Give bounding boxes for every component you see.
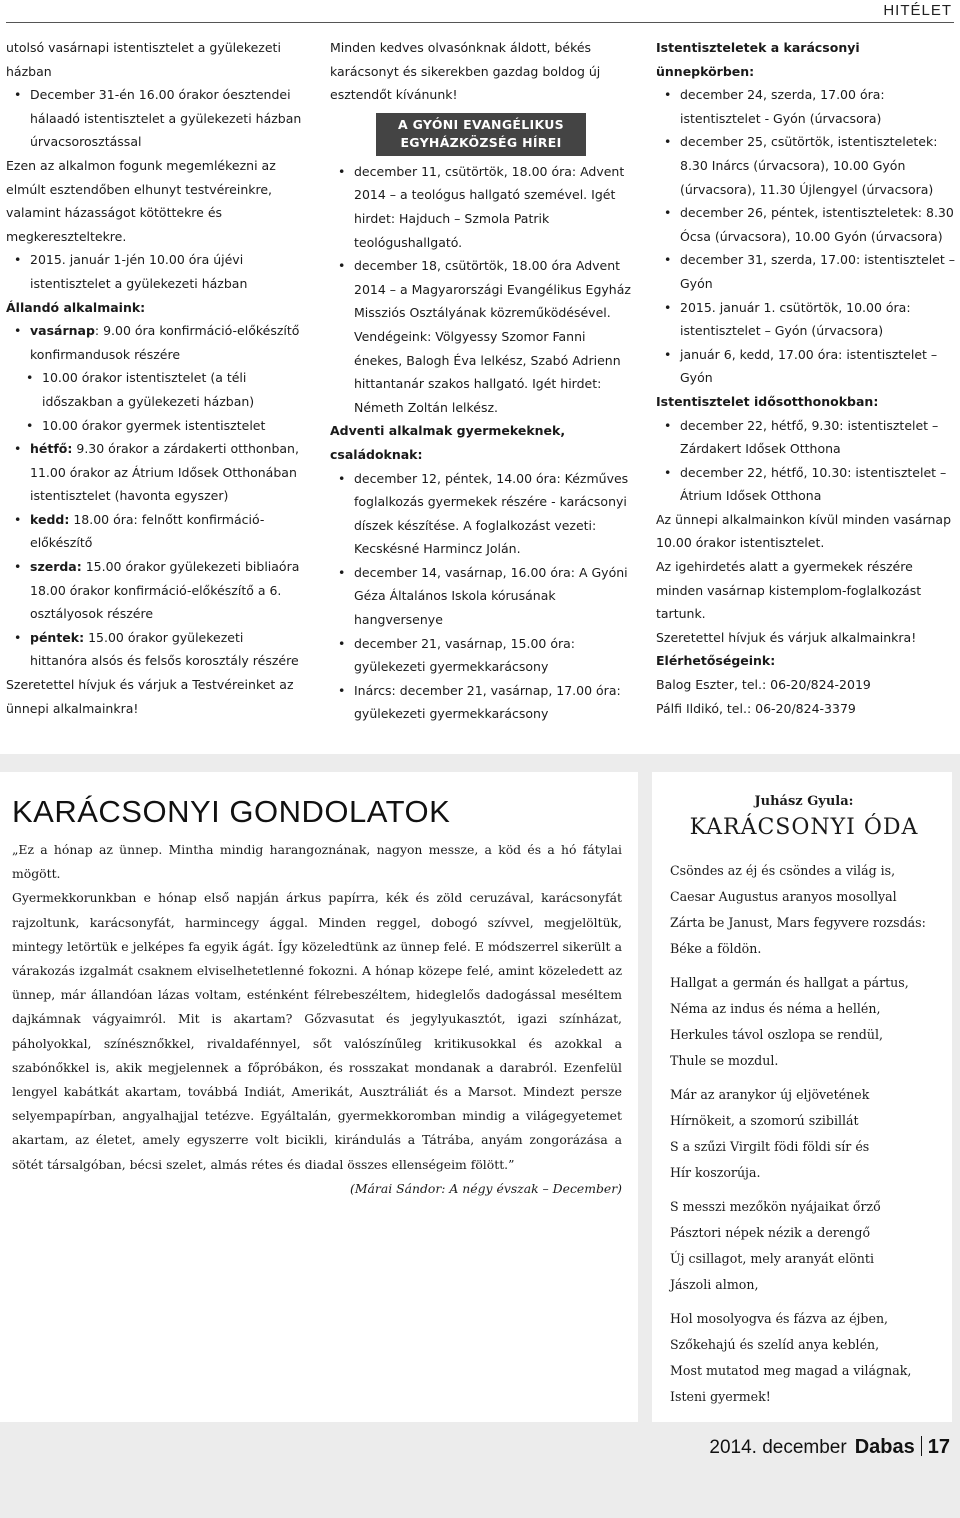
poem-line: Már az aranykor új eljövetének bbox=[670, 1087, 870, 1102]
poem-line: Isteni gyermek! bbox=[670, 1389, 771, 1404]
kids-heading: Adventi alkalmak gyermekeknek, családoknak: bbox=[330, 423, 566, 462]
day-text: 18.00 óra: felnőtt konfirmáció-előkészítő bbox=[30, 511, 265, 551]
list-item: • December 31-én 16.00 órakor óesztendei hálaadó istentisztelet a gyülekezeti házban úrvacsorosztással bbox=[6, 83, 302, 154]
poem-stanza bbox=[670, 970, 938, 1074]
list-item bbox=[6, 319, 302, 366]
day-text: 15.00 órakor gyülekezeti bibliaóra 18.00 órakor konfirmáció-előkészítő a 6. osztályosok részére bbox=[30, 559, 300, 622]
closing-text: Szeretettel hívjuk és várjuk a Testvéreinket az ünnepi alkalmainkra! bbox=[6, 677, 294, 716]
list-item: • december 24, szerda, 17.00 óra: istentisztelet - Gyón (úrvacsora) bbox=[656, 83, 956, 130]
poem-line: Hír koszorúja. bbox=[670, 1165, 761, 1180]
poem-line: Zárta be Janust, Mars fegyvere rozsdás: bbox=[670, 915, 926, 930]
day-text: : 9.00 óra konfirmáció-előkészítő konfirmandusok részére bbox=[30, 323, 300, 362]
regular-services-heading: Állandó alkalmaink: bbox=[6, 299, 146, 315]
poem-line: Herkules távol oszlopa se rendül, bbox=[670, 1027, 884, 1042]
poem-line: Szőkehajú és szelíd anya keblén, bbox=[670, 1337, 880, 1352]
list-item: • december 31, szerda, 17.00: istentisztelet – Gyón bbox=[656, 248, 956, 295]
list-item: • 2015. január 1. csütörtök, 10.00 óra: istentisztelet – Gyón (úrvacsora) bbox=[656, 296, 956, 343]
list-item: • december 25, csütörtök, istentiszteletek: 8.30 Inárcs (úrvacsora), 10.00 Gyón (úrvacsora), 11.30 Újlengyel (úrvacsora) bbox=[656, 130, 956, 201]
contact-line: Balog Eszter, tel.: 06-20/824-2019 bbox=[656, 677, 871, 693]
list-item: • december 22, hétfő, 9.30: istentisztelet – Zárdakert Idősek Otthona bbox=[656, 414, 956, 461]
text-line: utolsó vasárnapi istentisztelet a gyülekezeti házban bbox=[6, 40, 281, 79]
poem-line: Thule se mozdul. bbox=[670, 1053, 779, 1068]
poem-christmas-ode bbox=[652, 772, 952, 1422]
footer-divider bbox=[921, 1436, 922, 1456]
list-item: • december 22, hétfő, 10.30: istentisztelet – Átrium Idősek Otthona bbox=[656, 461, 956, 508]
poem-stanza bbox=[670, 1306, 938, 1410]
poem-line: Pásztori népek nézik a derengő bbox=[670, 1225, 871, 1240]
kids-list bbox=[330, 467, 632, 727]
page-number: 17 bbox=[927, 1436, 950, 1458]
list-item: • december 11, csütörtök, 18.00 óra: Advent 2014 – a teológus hallgató szemével. Igét hirdet: Hajduch – Szmola Patrik teológushallgató. bbox=[330, 160, 632, 254]
poem-title: KARÁCSONYI ÓDA bbox=[689, 815, 919, 840]
news-banner bbox=[376, 113, 586, 156]
poem-line: Most mutatod meg magad a világnak, bbox=[670, 1363, 912, 1378]
day-label: péntek: bbox=[30, 629, 85, 645]
list-item: • december 21, vasárnap, 15.00 óra: gyülekezeti gyermekkarácsony bbox=[330, 632, 632, 679]
text-paragraph: Szeretettel hívjuk és várjuk alkalmainkra! bbox=[656, 629, 917, 645]
poem-line: Csöndes az éj és csöndes a világ is, bbox=[670, 863, 896, 878]
text-paragraph: Az igehirdetés alatt a gyermekek részére minden vasárnap kistemplom-foglalkozást tartunk. bbox=[656, 559, 922, 622]
nursing-home-heading: Istentisztelet idősotthonokban: bbox=[656, 393, 879, 409]
header-rule bbox=[6, 22, 954, 23]
poem-stanza bbox=[670, 1194, 938, 1298]
day-label: kedd: bbox=[30, 511, 70, 527]
poem-line: Béke a földön. bbox=[670, 941, 762, 956]
article-paragraph: Gyermekkorunkban e hónap első napján árkus papírra, kék és zöld ceruzával, karácsonyfát rajzoltunk, karácsonyfát, harmincegy ággal. Minden reggel, dobogó szívvel, megjelöltük, mintegy letörtük e jelképes fa egyik ágát. Így közeledtünk az ünnep felé. E módszerrel sikerült a várakozás izgalmát csaknem elviselhetetlenné fokozni. A hónap közepe felé, amint közeledett az ünnep, már állandóan lázas voltam, esténként félrebeszéltem, hideglelős dadogással meséltem dajkámnak vágyaimról. Mit is akartam? Gőzvasutat és jegylyukasztót, igazi színházat, páholyokkal, színésznőkkel, rivaldafénnyel, sőt valószínűleg kritikusokkal és azokkal a szabónőkkel is, akik megjelennek a főpróbákon, és rosszakat mondanak a darabról. Ezenfelül lengyel kabátkát akartam, továbbá Indiát, Amerikát, Ausztráliát és a Marsot. Mindezt persze selyempapírban, angyalhajjal tetézve. Egyáltalán, gyermekkoromban mindig a világegyetemet akartam, az életet, amely egyszerre volt bicikli, kirándulás a Tátrába, anyám zongorázása a sötét társalgóban, bécsi szelet, almás rétes és diadal összes ellenségeim fölött.” bbox=[12, 890, 622, 1172]
issue-date: 2014. december bbox=[709, 1437, 847, 1458]
contact-heading: Elérhetőségeink: bbox=[656, 653, 776, 669]
list-item: • 10.00 órakor istentisztelet (a téli időszakban a gyülekezeti házban) bbox=[6, 366, 302, 413]
list-item: • 10.00 órakor gyermek istentisztelet bbox=[6, 414, 302, 438]
list-item bbox=[6, 555, 302, 626]
greeting-text: Minden kedves olvasónknak áldott, békés karácsonyt és sikerekben gazdag boldog új esztendőt kívánunk! bbox=[330, 40, 601, 103]
day-label: szerda: bbox=[30, 559, 82, 575]
list-item: • Inárcs: december 21, vasárnap, 17.00 óra: gyülekezeti gyermekkarácsony bbox=[330, 679, 632, 726]
sunday-sub-list bbox=[6, 366, 302, 437]
day-label: vasárnap bbox=[30, 323, 95, 339]
list-item: • december 18, csütörtök, 18.00 óra Advent 2014 – a Magyarországi Evangélikus Egyház Missziós Osztályának közreműködésével. Vendégeink: Völgyessy Szomor Fanni énekes, Balogh Éva lelkész, Szabó Adrienn hittantanár szakos hallgató. Igét hirdet: Németh Zoltán lelkész. bbox=[330, 254, 632, 419]
poem-author: Juhász Gyula: bbox=[754, 794, 854, 809]
day-label: hétfő: bbox=[30, 441, 73, 457]
poem-line: Hallgat a germán és hallgat a pártus, bbox=[670, 975, 909, 990]
article-citation: (Márai Sándor: A négy évszak – December) bbox=[350, 1180, 622, 1196]
poem-line: Hol mosolyogva és fázva az éjben, bbox=[670, 1311, 889, 1326]
column-congregation-schedule bbox=[6, 36, 302, 720]
banner-line: A GYÓNI EVANGÉLIKUS bbox=[398, 116, 564, 132]
poem-line: S a szűzi Virgilt födi földi sír és bbox=[670, 1139, 870, 1154]
poem-line: Caesar Augustus aranyos mosollyal bbox=[670, 889, 897, 904]
list-item bbox=[6, 437, 302, 508]
holiday-list bbox=[656, 83, 956, 390]
text-line: Ezen az alkalmon fogunk megemlékezni az elmúlt esztendőben elhunyt testvéreinkre, valamint házasságot kötöttekre és megkereszteltekre. bbox=[6, 157, 276, 244]
list-item: • december 14, vasárnap, 16.00 óra: A Gyóni Géza Általános Iskola kórusának hangversenye bbox=[330, 561, 632, 632]
page-footer bbox=[709, 1436, 950, 1459]
section-label: HITÉLET bbox=[883, 2, 952, 19]
weekly-list bbox=[6, 437, 302, 673]
nursing-home-list bbox=[656, 414, 956, 508]
poem-stanza bbox=[670, 858, 938, 962]
column-gyon-news bbox=[330, 36, 632, 726]
list-item: • december 26, péntek, istentiszteletek: 8.30 Ócsa (úrvacsora), 10.00 Gyón (úrvacsora) bbox=[656, 201, 956, 248]
contact-line: Pálfi Ildikó, tel.: 06-20/824-3379 bbox=[656, 700, 856, 716]
bullet-list bbox=[6, 83, 302, 154]
poem-stanza bbox=[670, 1082, 938, 1186]
poem-line: Új csillagot, mely aranyát elönti bbox=[670, 1251, 874, 1266]
weekly-list bbox=[6, 319, 302, 366]
day-text: 15.00 órakor gyülekezeti hittanóra alsós és felsős korosztály részére bbox=[30, 629, 299, 669]
list-item: • december 12, péntek, 14.00 óra: Kézműves foglalkozás gyermekek részére - karácsonyi díszek készítése. A foglalkozást vezeti: Kecskésné Harmincz Jolán. bbox=[330, 467, 632, 561]
holiday-heading: Istentiszteletek a karácsonyi ünnepkörben: bbox=[656, 40, 860, 79]
banner-line: EGYHÁZKÖZSÉG HÍREI bbox=[400, 134, 562, 150]
column-holiday-services bbox=[656, 36, 956, 720]
advent-list bbox=[330, 160, 632, 420]
bullet-list bbox=[6, 248, 302, 295]
poem-line: Néma az indus és néma a hellén, bbox=[670, 1001, 881, 1016]
article-christmas-thoughts bbox=[0, 772, 638, 1422]
list-item: • 2015. január 1-jén 10.00 óra újévi istentisztelet a gyülekezeti házban bbox=[6, 248, 302, 295]
list-item bbox=[6, 626, 302, 673]
poem-line: S messzi mezőkön nyájaikat őrző bbox=[670, 1199, 881, 1214]
poem-line: Jászoli almon, bbox=[670, 1277, 759, 1292]
article-title: KARÁCSONYI GONDOLATOK bbox=[12, 794, 451, 829]
list-item: • január 6, kedd, 17.00 óra: istentisztelet – Gyón bbox=[656, 343, 956, 390]
magazine-name: Dabas bbox=[854, 1436, 915, 1458]
text-paragraph: Az ünnepi alkalmainkon kívül minden vasárnap 10.00 órakor istentisztelet. bbox=[656, 511, 952, 551]
article-paragraph: „Ez a hónap az ünnep. Mintha mindig harangoznának, nagyon messze, a köd és a hó fátylai mögött. bbox=[12, 842, 622, 882]
day-text: 9.30 órakor a zárdakerti otthonban, 11.00 órakor az Átrium Idősek Otthonában istentisztelet (havonta egyszer) bbox=[30, 441, 299, 504]
list-item bbox=[6, 508, 302, 555]
poem-line: Hírnökeit, a szomorú szibillát bbox=[670, 1113, 859, 1128]
